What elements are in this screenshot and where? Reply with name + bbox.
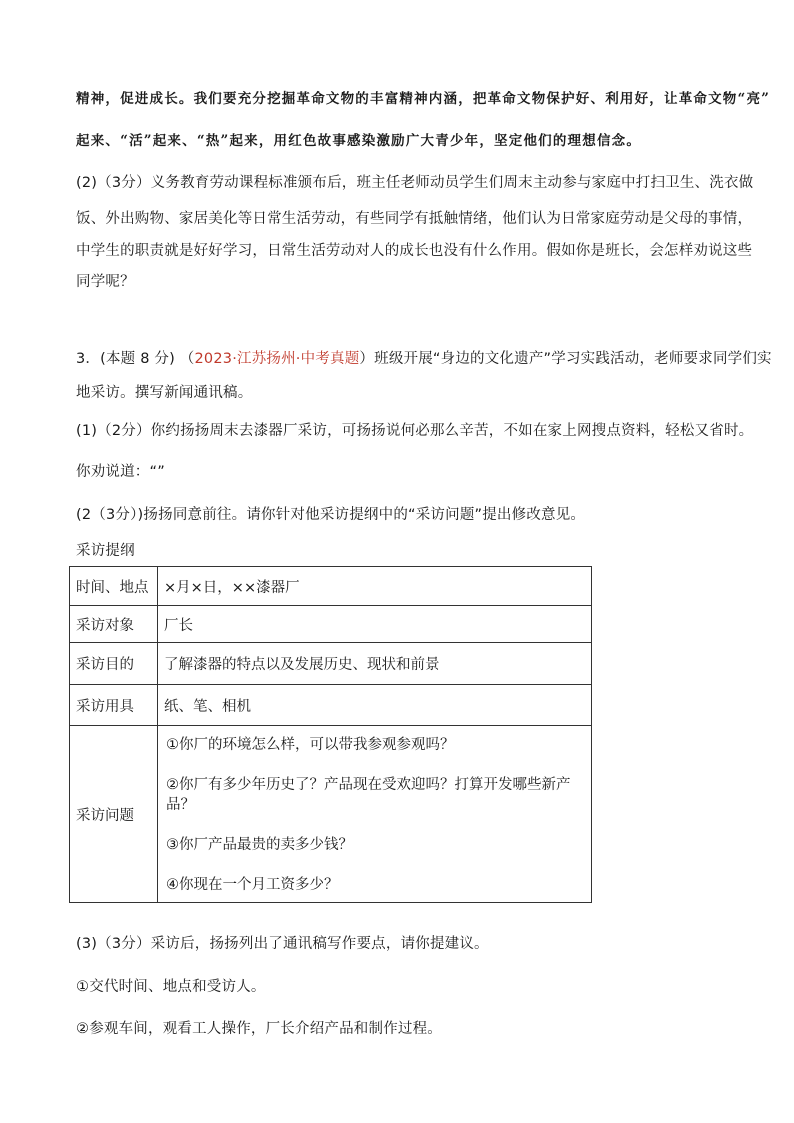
question-3-suffix: ）班级开展“身边的文化遗产”学习实践活动，老师要求同学们实 bbox=[359, 351, 772, 367]
row-value: 纸、笔、相机 bbox=[158, 685, 592, 726]
interview-question: ①你厂的环境怎么样，可以带我参观参观吗？ bbox=[166, 737, 455, 753]
row-value: 了解漆器的特点以及发展历史、现状和前景 bbox=[158, 643, 592, 685]
table-row bbox=[70, 685, 592, 726]
row-value: 厂长 bbox=[158, 606, 592, 643]
interview-question: ③你厂产品最贵的卖多少钱？ bbox=[166, 837, 353, 853]
row-label: 采访对象 bbox=[70, 606, 158, 643]
question-source-link[interactable]: 2023·江苏扬州·中考真题 bbox=[194, 351, 360, 367]
interview-outline-table bbox=[69, 566, 592, 903]
interview-question: ②你厂有多少年历史了？产品现在受欢迎吗？打算开发哪些新产品？ bbox=[166, 777, 571, 813]
question-2-line-2: 饭、外出购物、家居美化等日常生活劳动，有些同学有抵触情绪，他们认为日常家庭劳动是父母的事情， bbox=[76, 211, 753, 227]
sub-question-2: (2（3分）)扬扬同意前往。请你针对他采访提纲中的“采访问题”提出修改意见。 bbox=[76, 507, 586, 523]
writing-point: ②参观车间，观看工人操作，厂长介绍产品和制作过程。 bbox=[76, 1021, 442, 1037]
table-row-questions bbox=[70, 726, 592, 903]
intro-line-1: 精神，促进成长。我们要充分挖掘革命文物的丰富精神内涵，把革命文物保护好、利用好，让革命文物“亮” bbox=[76, 91, 771, 107]
question-2-line-4: 同学呢？ bbox=[76, 274, 135, 290]
question-3-line-2: 地采访。撰写新闻通讯稿。 bbox=[76, 385, 253, 401]
question-2-line-1: (2)（3分）义务教育劳动课程标准颁布后，班主任老师动员学生们周末主动参与家庭中打扫卫生、洗衣做 bbox=[76, 175, 754, 191]
question-3-header bbox=[76, 349, 772, 369]
table-row bbox=[70, 606, 592, 643]
interview-question: ④你现在一个月工资多少？ bbox=[166, 877, 339, 893]
question-3-prefix: 3．(本题 8 分) （ bbox=[76, 351, 195, 367]
row-label: 采访问题 bbox=[70, 726, 158, 903]
intro-line-2: 起来、“活”起来、“热”起来，用红色故事感染激励广大青少年，坚定他们的理想信念。 bbox=[76, 133, 642, 149]
row-label: 采访用具 bbox=[70, 685, 158, 726]
sub-question-3: (3)（3分）采访后，扬扬列出了通讯稿写作要点，请你提建议。 bbox=[76, 936, 489, 952]
writing-point: ①交代时间、地点和受访人。 bbox=[76, 979, 266, 995]
row-label: 采访目的 bbox=[70, 643, 158, 685]
table-row bbox=[70, 567, 592, 606]
questions-cell bbox=[158, 726, 592, 903]
outline-title: 采访提纲 bbox=[76, 543, 135, 559]
row-value: ×月×日，××漆器厂 bbox=[158, 567, 592, 606]
row-label: 时间、地点 bbox=[70, 567, 158, 606]
table-row bbox=[70, 643, 592, 685]
question-2-line-3: 中学生的职责就是好好学习，日常生活劳动对人的成长也没有什么作用。假如你是班长，会怎样劝说这些 bbox=[76, 243, 753, 259]
sub-question-1: (1)（2分）你约扬扬周末去漆器厂采访，可扬扬说何必那么辛苦，不如在家上网搜点资料，轻松又省时。 bbox=[76, 423, 754, 439]
sub-question-1-answer: 你劝说道：“” bbox=[76, 464, 165, 480]
